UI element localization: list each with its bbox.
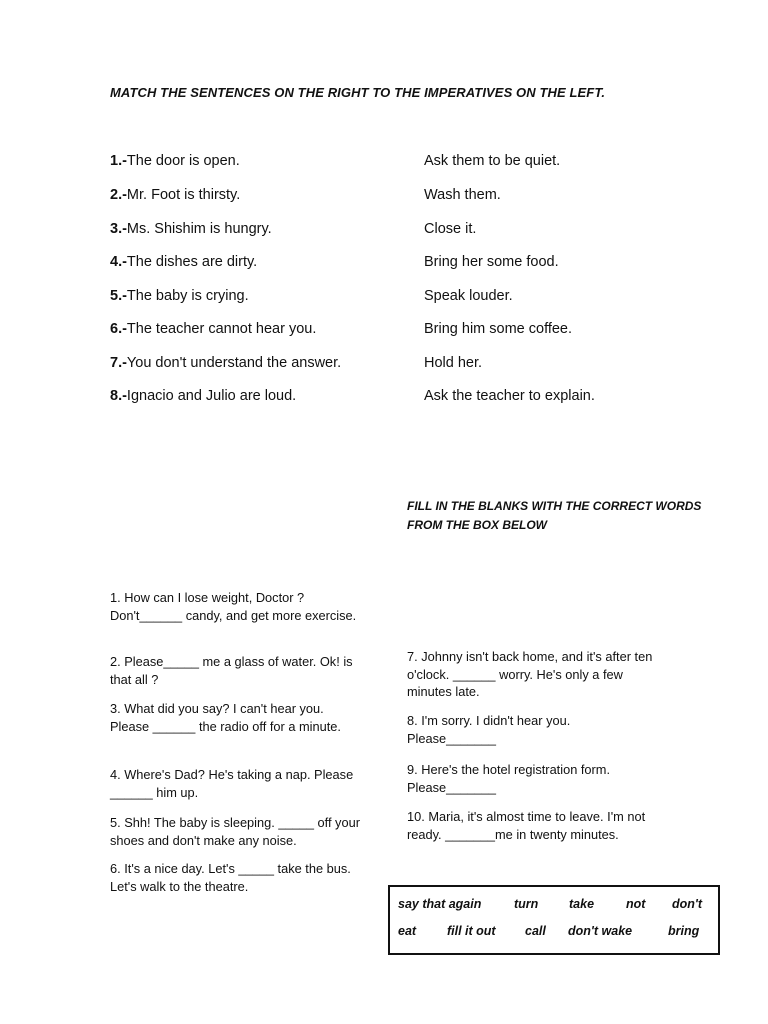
question-item: 10. Maria, it's almost time to leave. I'm not ready. _______me in twenty minutes. <box>407 809 646 842</box>
question-item: 9. Here's the hotel registration form. Please_______ <box>407 762 611 795</box>
imperative-item: Close it. <box>424 221 477 237</box>
word-option: bring <box>668 924 700 938</box>
word-option: fill it out <box>447 924 496 938</box>
imperative-item: Ask the teacher to explain. <box>424 388 595 404</box>
imperative-item: Bring him some coffee. <box>424 321 573 337</box>
imperative-item: Ask them to be quiet. <box>424 153 561 169</box>
word-option: take <box>569 897 595 911</box>
word-option: say that again <box>398 897 482 911</box>
word-option: don't wake <box>568 924 633 938</box>
imperative-item: Hold her. <box>424 355 483 371</box>
imperative-item: Speak louder. <box>424 288 513 304</box>
sentence-item: 8.-Ignacio and Julio are loud. <box>110 388 297 404</box>
word-box <box>388 885 720 955</box>
sentence-item: 3.-Ms. Shishim is hungry. <box>110 221 272 237</box>
question-item: 7. Johnny isn't back home, and it's after ten o'clock. ______ worry. He's only a few minutes late. <box>407 649 653 699</box>
question-item: 3. What did you say? I can't hear you. Please ______ the radio off for a minute. <box>110 701 341 734</box>
word-option: eat <box>398 924 417 938</box>
word-option: turn <box>514 897 539 911</box>
sentence-item: 1.-The door is open. <box>110 153 240 169</box>
question-item: 5. Shh! The baby is sleeping. _____ off your shoes and don't make any noise. <box>110 815 360 848</box>
question-item: 1. How can I lose weight, Doctor ? Don't______ candy, and get more exercise. <box>110 590 357 623</box>
sentence-item: 2.-Mr. Foot is thirsty. <box>110 187 241 203</box>
word-option: call <box>525 924 546 938</box>
question-item: 2. Please_____ me a glass of water. Ok! is that all ? <box>110 654 353 687</box>
sentence-item: 4.-The dishes are dirty. <box>110 254 258 270</box>
match-instructions-heading: MATCH THE SENTENCES ON THE RIGHT TO THE IMPERATIVES ON THE LEFT. <box>110 85 606 100</box>
imperative-item: Wash them. <box>424 187 501 203</box>
sentence-item: 6.-The teacher cannot hear you. <box>110 321 317 337</box>
question-item: 4. Where's Dad? He's taking a nap. Please ______ him up. <box>110 767 354 800</box>
sentence-item: 7.-You don't understand the answer. <box>110 355 342 371</box>
question-item: 6. It's a nice day. Let's _____ take the bus. Let's walk to the theatre. <box>110 861 351 894</box>
sentence-item: 5.-The baby is crying. <box>110 288 249 304</box>
question-item: 8. I'm sorry. I didn't hear you. Please_______ <box>407 713 571 746</box>
fill-blanks-heading: FILL IN THE BLANKS WITH THE CORRECT WORDS FROM THE BOX BELOW <box>407 499 702 532</box>
word-option: not <box>626 897 646 911</box>
word-option: don't <box>672 897 703 911</box>
imperative-item: Bring her some food. <box>424 254 559 270</box>
